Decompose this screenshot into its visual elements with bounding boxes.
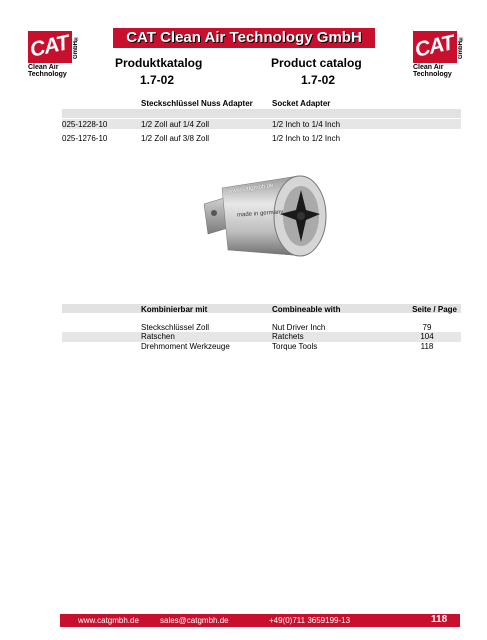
logo-badge [28, 31, 72, 63]
combine-item-page: 118 [420, 342, 434, 351]
section-number-de: 1.7-02 [140, 73, 175, 87]
combine-item-en: Ratchets [272, 332, 304, 341]
footer-website-link[interactable]: www.catgmbh.de [78, 616, 139, 625]
logo-tagline-line1: Clean Air [413, 64, 444, 71]
logo-tagline-line2: Technology [28, 71, 67, 78]
combine-header-stripe [62, 304, 461, 313]
catalog-title-en: Product catalog [271, 56, 362, 70]
table-row [62, 133, 461, 143]
description-en: 1/2 Inch to 1/4 Inch [272, 120, 341, 129]
section-number-en: 1.7-02 [301, 73, 336, 87]
combine-col-page: Seite / Page [412, 305, 457, 314]
list-item [62, 332, 461, 342]
logo-badge [413, 31, 457, 63]
combine-item-de: Steckschlüssel Zoll [141, 323, 210, 332]
logo-cat-text: CAT [412, 31, 456, 62]
company-banner: CAT Clean Air Technology GmbH [113, 28, 375, 48]
description-de: 1/2 Zoll auf 1/4 Zoll [141, 120, 210, 129]
footer-bar [60, 614, 460, 627]
combine-col-de: Kombinierbar mit [141, 305, 208, 314]
combine-item-page: 104 [420, 332, 434, 341]
logo-tagline [413, 64, 452, 78]
combine-col-en: Combineable with [272, 305, 341, 314]
combine-item-de: Ratschen [141, 332, 175, 341]
page-number: 118 [431, 614, 448, 625]
list-item [62, 342, 461, 352]
logo-tagline-line2: Technology [413, 71, 452, 78]
article-code: 025-1228-10 [62, 120, 108, 129]
header-stripe [62, 109, 461, 118]
company-logo-left [28, 31, 82, 77]
article-code: 025-1276-10 [62, 134, 108, 143]
combine-item-en: Torque Tools [272, 342, 318, 351]
footer-phone: +49(0)711 3659199-13 [269, 616, 351, 625]
combine-item-de: Drehmoment Werkzeuge [141, 342, 230, 351]
logo-gmbh-text: GmbH® [73, 35, 79, 59]
footer-email-link[interactable]: sales@catgmbh.de [160, 616, 229, 625]
product-title-de: Steckschlüssel Nuss Adapter [141, 99, 253, 108]
combine-item-page: 79 [422, 323, 432, 332]
company-logo-right [413, 31, 467, 77]
logo-tagline-line1: Clean Air [28, 64, 59, 71]
image-watermark: www.catgmbh.de [227, 182, 274, 196]
catalog-title-de: Produktkatalog [115, 56, 203, 70]
image-engraving: made in germany [236, 209, 284, 219]
combine-item-en: Nut Driver Inch [272, 323, 326, 332]
product-title-en: Socket Adapter [272, 99, 331, 108]
logo-gmbh-text: GmbH® [458, 35, 464, 59]
logo-cat-text: CAT [27, 31, 71, 62]
logo-tagline [28, 64, 67, 78]
description-en: 1/2 Inch to 1/2 Inch [272, 134, 341, 143]
description-de: 1/2 Zoll auf 3/8 Zoll [141, 134, 210, 143]
table-row [62, 119, 461, 129]
